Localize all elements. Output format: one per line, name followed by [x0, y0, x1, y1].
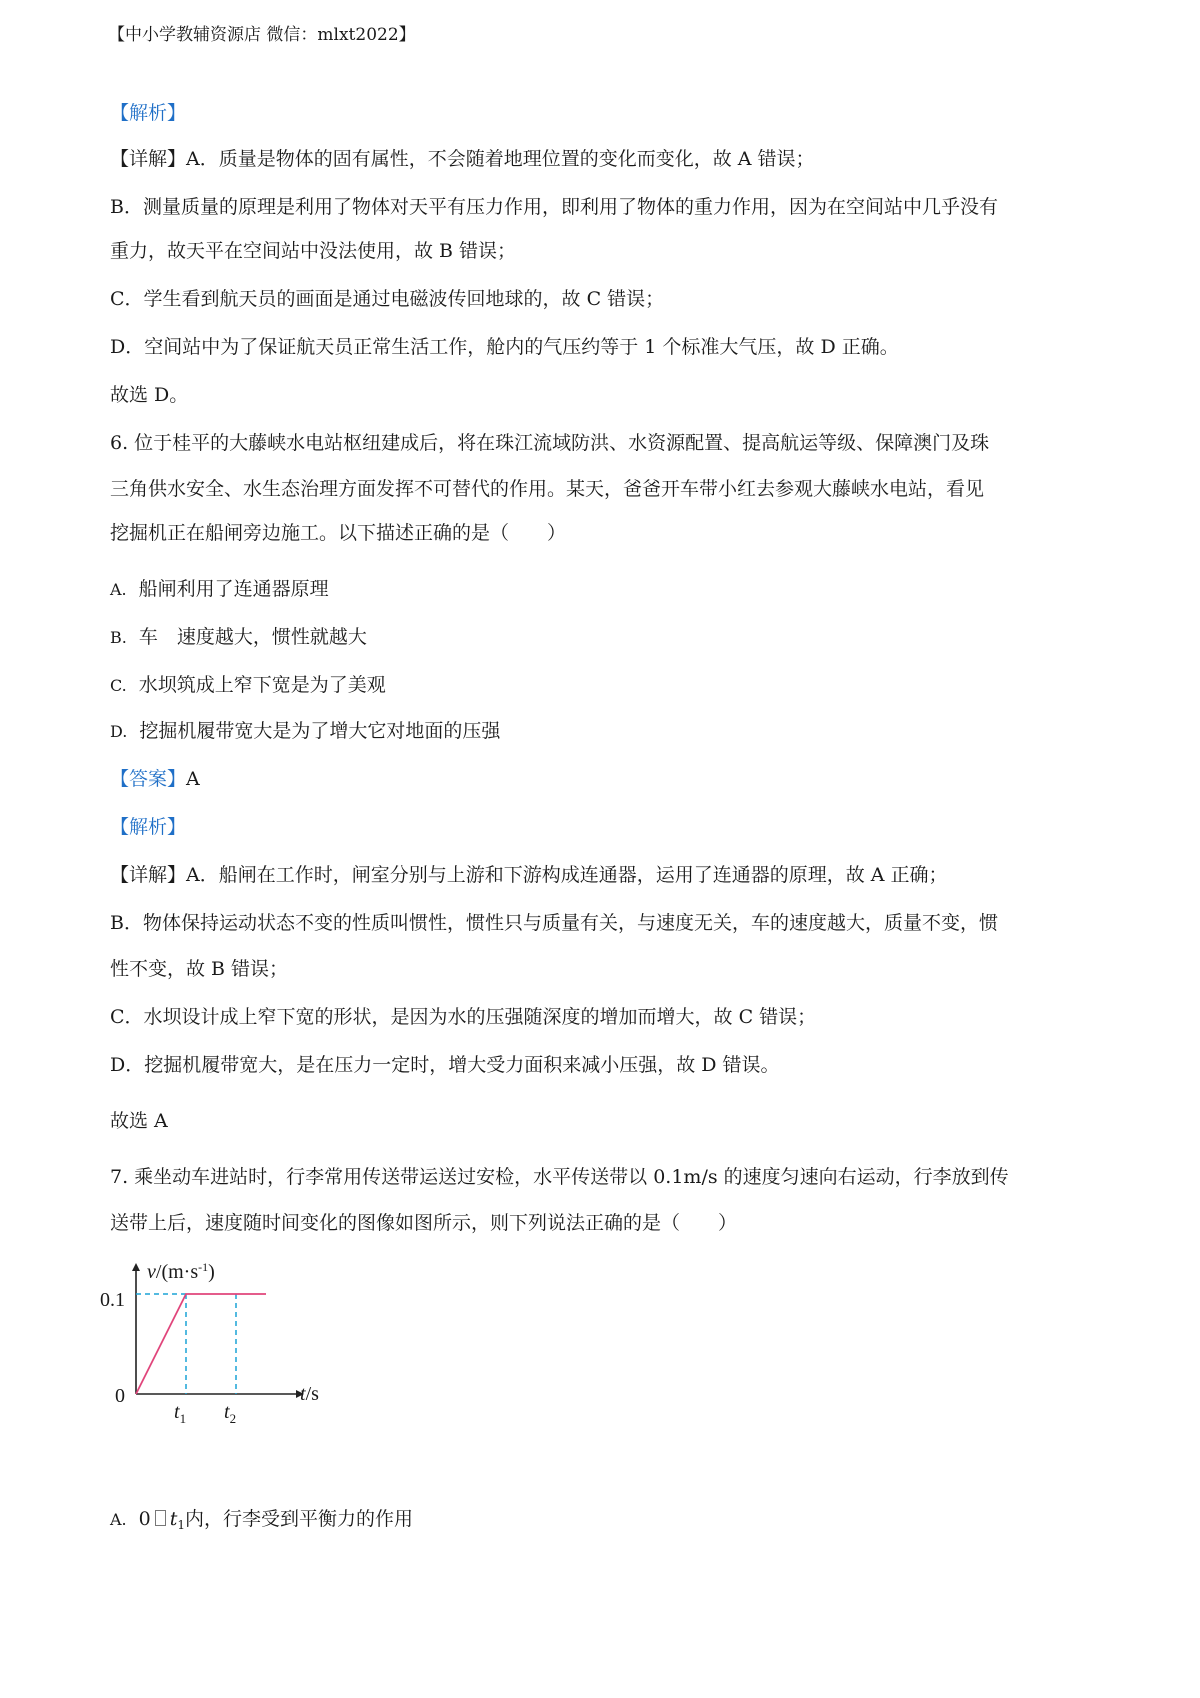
q6-choice: 故选 A	[110, 1110, 168, 1132]
y-axis-arrow-icon	[132, 1263, 140, 1271]
xiangjie-tag: 【详解】	[110, 864, 187, 886]
q6-stem-3: 挖掘机正在船闸旁边施工。以下描述正确的是（ ）	[110, 522, 567, 544]
q6-option-b	[110, 628, 367, 647]
y-tick-label: 0.1	[100, 1289, 125, 1311]
graph-plot	[136, 1294, 266, 1394]
x-tick-var: t	[174, 1401, 180, 1423]
y-axis-close: )	[208, 1261, 215, 1283]
q7-stem-2: 送带上后，速度随时间变化的图像如图所示，则下列说法正确的是（ ）	[110, 1212, 738, 1234]
option-a-t: t	[169, 1508, 178, 1530]
option-text: 船闸利用了连通器原理	[138, 578, 329, 600]
q6-option-d	[110, 722, 500, 741]
q6-xiangjie-c: C．水坝设计成上窄下宽的形状，是因为水的压强随深度的增加而增大，故 C 错误；	[110, 1006, 817, 1028]
q6-xiangjie-b1: B．物体保持运动状态不变的性质叫惯性，惯性只与质量有关，与速度无关，车的速度越大，质量不变，惯	[110, 912, 998, 934]
option-a-sub: 1	[177, 1518, 186, 1532]
missing-glyph-icon	[155, 1510, 166, 1526]
option-a-text: 内，行李受到平衡力的作用	[185, 1508, 414, 1530]
option-letter: A.	[110, 1510, 127, 1529]
x-tick-t2	[224, 1401, 236, 1426]
y-axis-var: v	[147, 1261, 156, 1283]
xiangjie-b1: B．测量质量的原理是利用了物体对天平有压力作用，即利用了物体的重力作用，因为在空间站中几乎没有	[110, 196, 998, 218]
q6-xiangjie-b2: 性不变，故 B 错误；	[110, 958, 289, 980]
x-tick-sub: 2	[229, 1411, 237, 1426]
x-axis-unit: /s	[305, 1383, 319, 1405]
q6-stem-2: 三角供水安全、水生态治理方面发挥不可替代的作用。某天，爸爸开车带小红去参观大藤峡水电站，看见	[110, 478, 985, 500]
xiangjie-text: A．质量是物体的固有属性，不会随着地理位置的变化而变化，故 A 错误；	[186, 148, 815, 170]
x-tick-var: t	[224, 1401, 230, 1423]
answer-tag: 【答案】	[110, 768, 187, 790]
xiangjie-text: A．船闸在工作时，闸室分别与上游和下游构成连通器，运用了连通器的原理，故 A 正确；	[186, 864, 948, 886]
option-text: 水坝筑成上窄下宽是为了美观	[138, 674, 386, 696]
velocity-series-line	[136, 1294, 266, 1394]
origin-label: 0	[115, 1385, 125, 1407]
graph-axes	[132, 1263, 304, 1398]
q6-xiangjie-a	[110, 866, 948, 885]
y-axis-unit: /(m·s	[155, 1261, 199, 1283]
xiangjie-c: C．学生看到航天员的画面是通过电磁波传回地球的，故 C 错误；	[110, 288, 665, 310]
xiangjie-d: D．空间站中为了保证航天员正常生活工作，舱内的气压约等于 1 个标准大气压，故 D 正确。	[110, 336, 899, 358]
q6-answer	[110, 770, 200, 789]
option-letter: D.	[110, 722, 128, 741]
x-tick-t1	[174, 1401, 186, 1426]
xiangjie-a	[110, 150, 815, 169]
choice-line: 故选 D。	[110, 384, 189, 406]
option-text: 车 速度越大，惯性就越大	[138, 626, 367, 648]
option-text: 挖掘机履带宽大是为了增大它对地面的压强	[139, 720, 501, 742]
y-axis-label	[147, 1260, 215, 1283]
x-axis-var: t	[300, 1383, 306, 1405]
q7-option-a	[110, 1510, 413, 1531]
q7-stem-1: 7. 乘坐动车进站时，行李常用传送带运送过安检，水平传送带以 0.1m/s 的速度匀速向右运动，行李放到传	[110, 1166, 1009, 1188]
option-a-zero: 0	[138, 1508, 151, 1530]
x-tick-sub: 1	[179, 1411, 187, 1426]
option-letter: A.	[110, 580, 127, 599]
jiexi-tag: 【解析】	[110, 102, 187, 124]
q6-option-a	[110, 580, 329, 599]
q6-stem-1: 6. 位于桂平的大藤峡水电站枢纽建成后，将在珠江流域防洪、水资源配置、提高航运等级、保障澳门及珠	[110, 432, 990, 454]
option-letter: C.	[110, 676, 127, 695]
xiangjie-b2: 重力，故天平在空间站中没法使用，故 B 错误；	[110, 240, 517, 262]
velocity-time-graph	[100, 1255, 360, 1435]
q6-jiexi-tag: 【解析】	[110, 816, 187, 838]
option-letter: B.	[110, 628, 127, 647]
answer-value: A	[186, 768, 200, 790]
y-axis-exp: -1	[198, 1260, 209, 1274]
xiangjie-tag: 【详解】	[110, 148, 187, 170]
q6-xiangjie-d: D．挖掘机履带宽大，是在压力一定时，增大受力面积来减小压强，故 D 错误。	[110, 1054, 780, 1076]
watermark-header: 【中小学教辅资源店 微信：mlxt2022】	[108, 25, 416, 45]
x-axis-label	[300, 1383, 319, 1405]
q6-option-c	[110, 676, 386, 695]
